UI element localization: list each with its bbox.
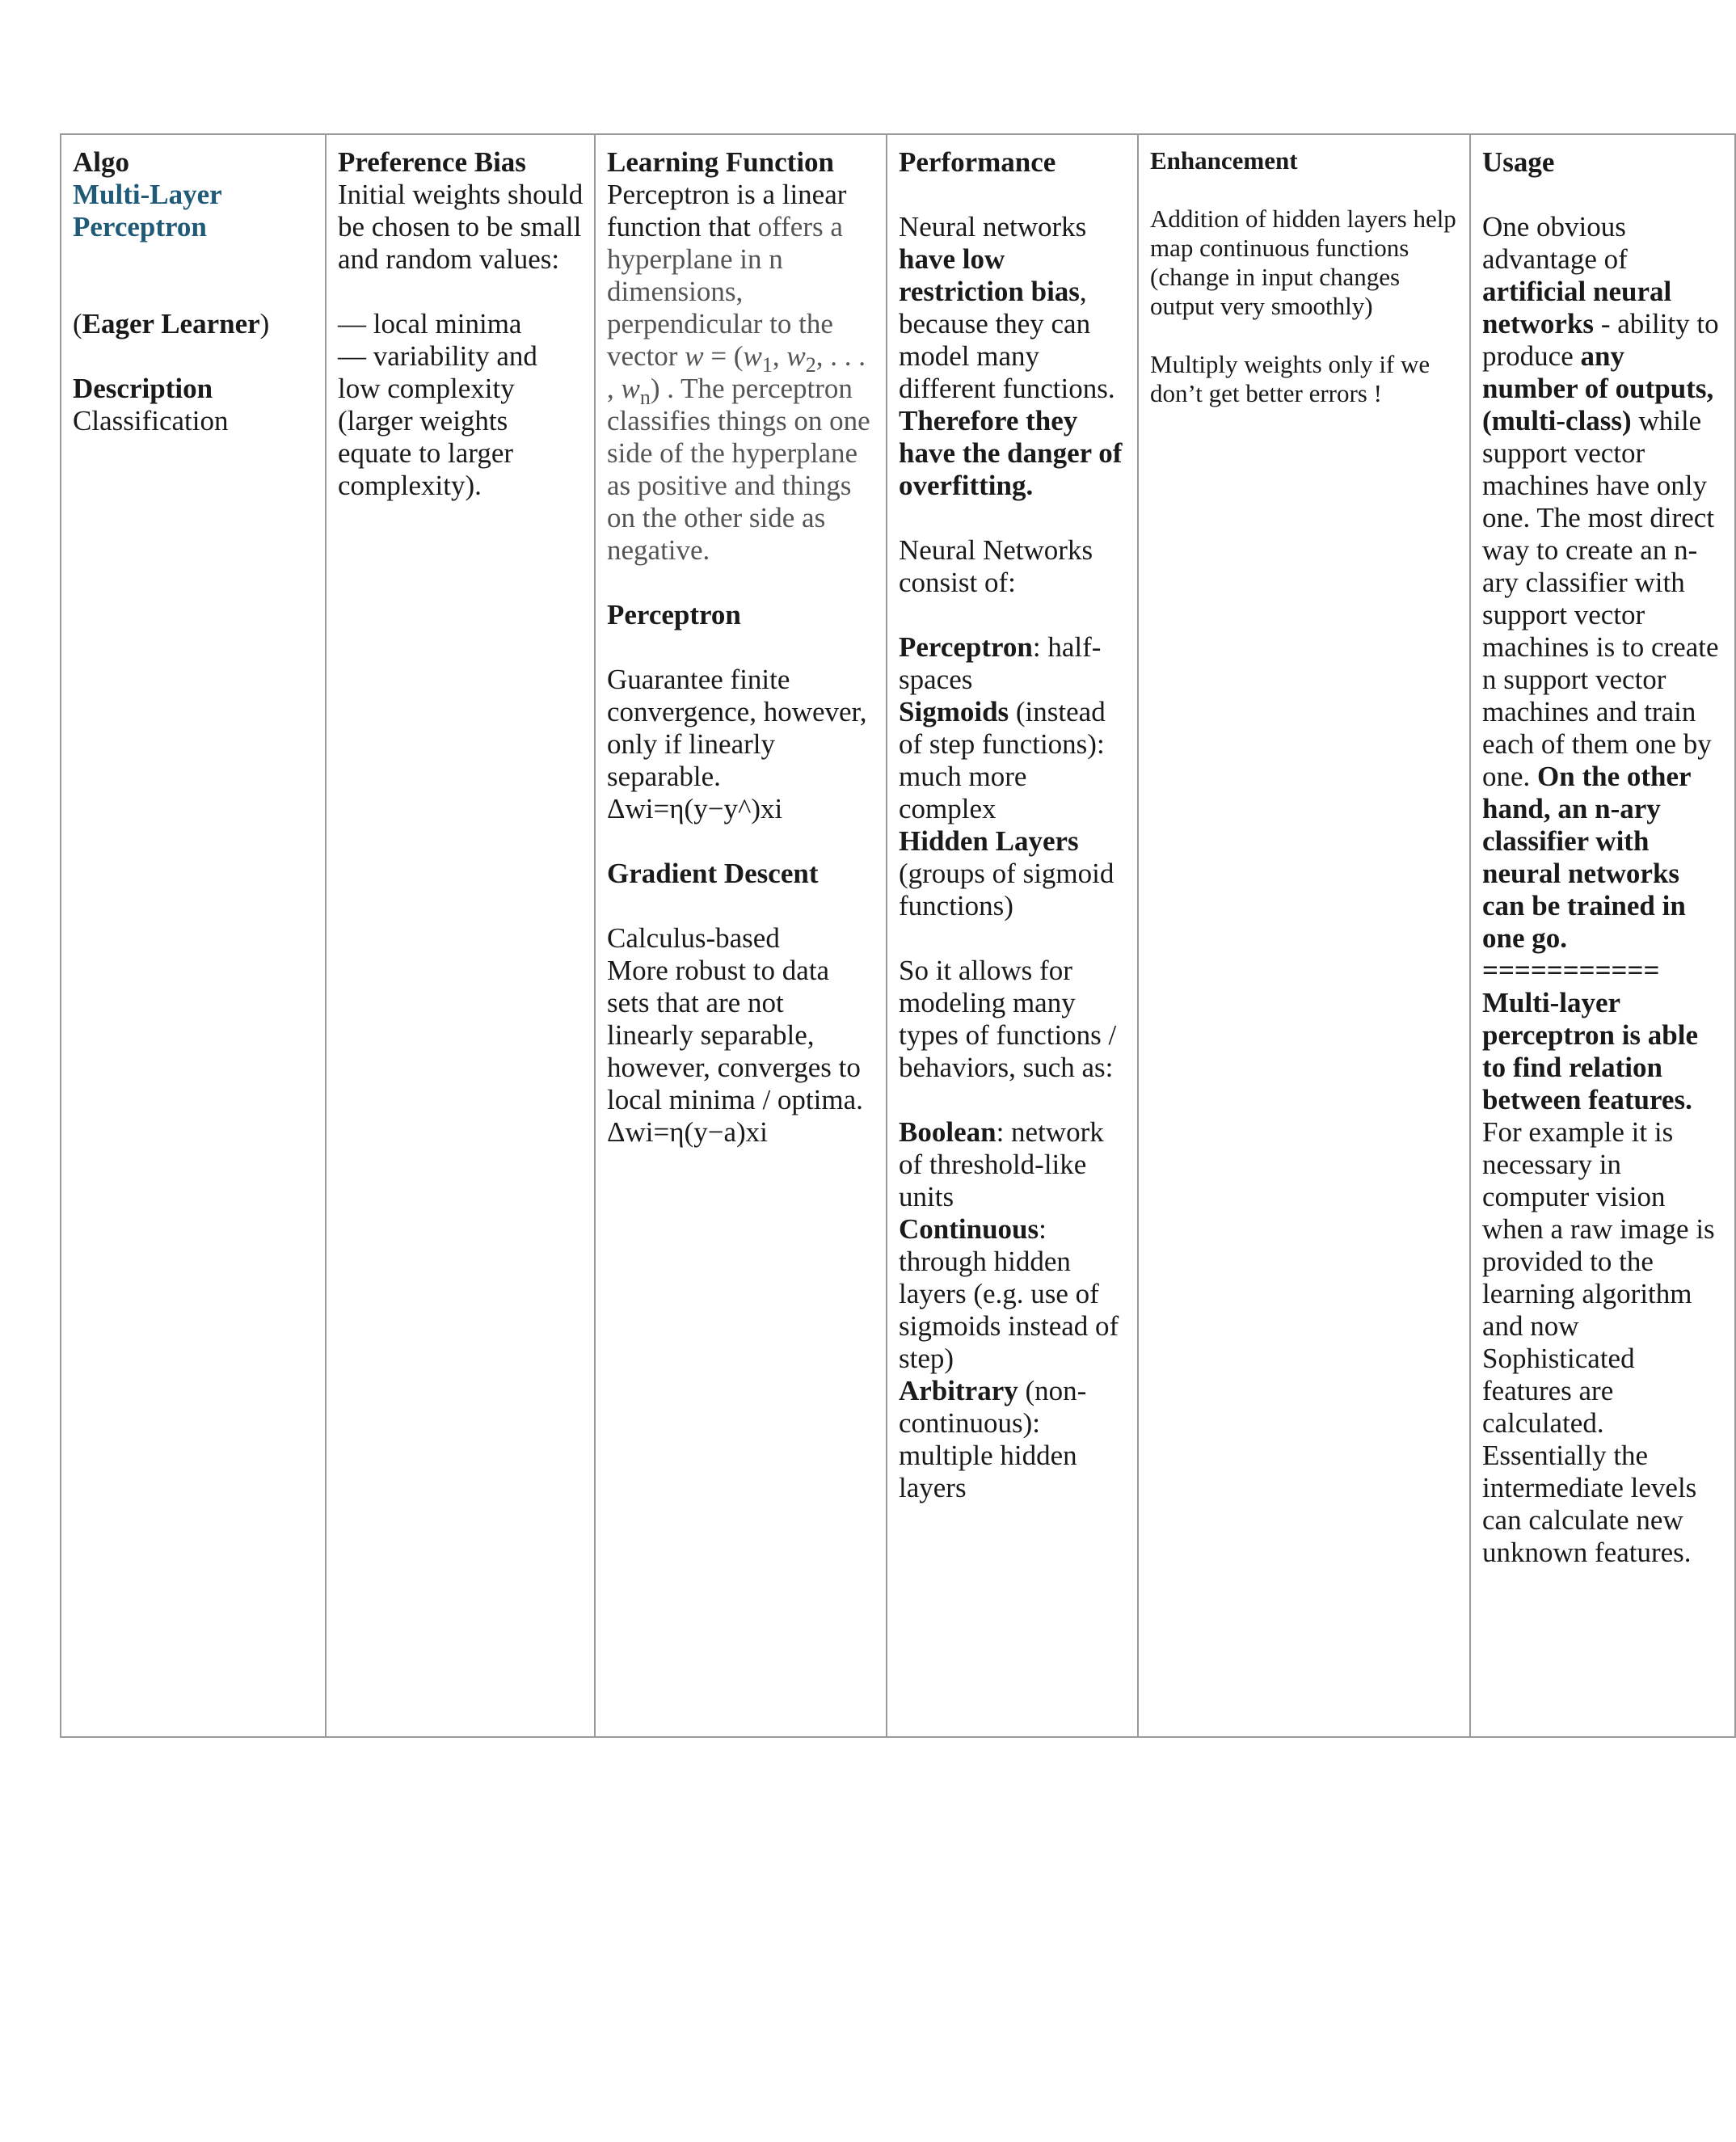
algo-header: Algo: [73, 146, 129, 178]
table-row: [61, 134, 1735, 1737]
preference-bias-item: — variability and low complexity (larger weights equate to larger complexity).: [338, 340, 537, 501]
perceptron-text: Guarantee finite convergence, however, only if linearly separable.: [607, 664, 867, 792]
enhancement-text: Multiply weights only if we don’t get better errors !: [1150, 350, 1431, 407]
algo-name: Multi-Layer Perceptron: [73, 179, 222, 242]
enhancement-cell: [1138, 134, 1470, 1737]
learning-function-cell: [595, 134, 887, 1737]
learning-function-header: Learning Function: [607, 146, 835, 178]
usage-text: Multi-layer perceptron is able to find relation between features. For example it is necessary in computer vision when a raw image is provided to the learning algorithm and now Sophisticated features are calculated. Essentially the intermediate levels can calculate new unknown features.: [1482, 987, 1715, 1568]
gradient-descent-text: More robust to data sets that are not linearly separable, however, converges to local minima / optima.: [607, 955, 863, 1115]
enhancement-header: Enhancement: [1150, 146, 1298, 175]
component-perceptron: Perceptron: half-spaces: [899, 631, 1102, 695]
usage-header: Usage: [1482, 146, 1555, 178]
behavior-continuous: Continuous: through hidden layers (e.g. use of sigmoids instead of step): [899, 1213, 1119, 1374]
enhancement-text: Addition of hidden layers help map continuous functions (change in input changes output very smoothly): [1150, 205, 1456, 320]
gradient-descent-text: Calculus-based: [607, 922, 780, 954]
usage-cell: [1470, 134, 1735, 1737]
comparison-table: [60, 133, 1736, 1738]
preference-bias-cell: [326, 134, 595, 1737]
preference-bias-intro: Initial weights should be chosen to be small and random values:: [338, 179, 584, 275]
description-text: Classification: [73, 405, 229, 436]
component-sigmoids: Sigmoids (instead of step functions): much more complex: [899, 696, 1106, 824]
usage-separator: ===========: [1482, 955, 1660, 986]
learning-function-text: Perceptron is a linear function that offers a hyperplane in n dimensions, perpendicular to the vector $w = (w_1$, $w_2$, . . . , $w_n$) . The perceptron classifies things on one side of the hyperplane as positive and things on the other side as negative.: [607, 179, 870, 566]
performance-header: Performance: [899, 146, 1056, 178]
performance-text: Neural networks have low restriction bias, because they can model many different functions. Therefore they have the danger of overfitting.: [899, 211, 1123, 501]
component-hidden-layers: Hidden Layers (groups of sigmoid functions): [899, 825, 1114, 921]
usage-text: One obvious advantage of artificial neural networks - ability to produce any number of outputs, (multi-class) while support vector machines have only one. The most direct way to create an n-ary classifier with support vector machines is to create n support vector machines and train each of them one by one. On the other hand, an n-ary classifier with neural networks can be trained in one go.: [1482, 211, 1719, 954]
behavior-boolean: Boolean: network of threshold-like units: [899, 1116, 1104, 1212]
performance-text: Neural Networks consist of:: [899, 534, 1093, 598]
description-header: Description: [73, 373, 213, 404]
algo-cell: [61, 134, 326, 1737]
performance-text: So it allows for modeling many types of functions / behaviors, such as:: [899, 955, 1117, 1083]
performance-cell: [887, 134, 1138, 1737]
preference-bias-item: — local minima: [338, 308, 522, 339]
perceptron-header: Perceptron: [607, 599, 741, 630]
gradient-descent-header: Gradient Descent: [607, 858, 819, 889]
preference-bias-header: Preference Bias: [338, 146, 526, 178]
behavior-arbitrary: Arbitrary (non-continuous): multiple hidden layers: [899, 1375, 1087, 1503]
gradient-descent-formula: Δwi=η(y−a)xi: [607, 1116, 768, 1148]
perceptron-formula: Δwi=η(y−y^)xi: [607, 793, 783, 824]
learner-type: (Eager Learner): [73, 308, 270, 339]
